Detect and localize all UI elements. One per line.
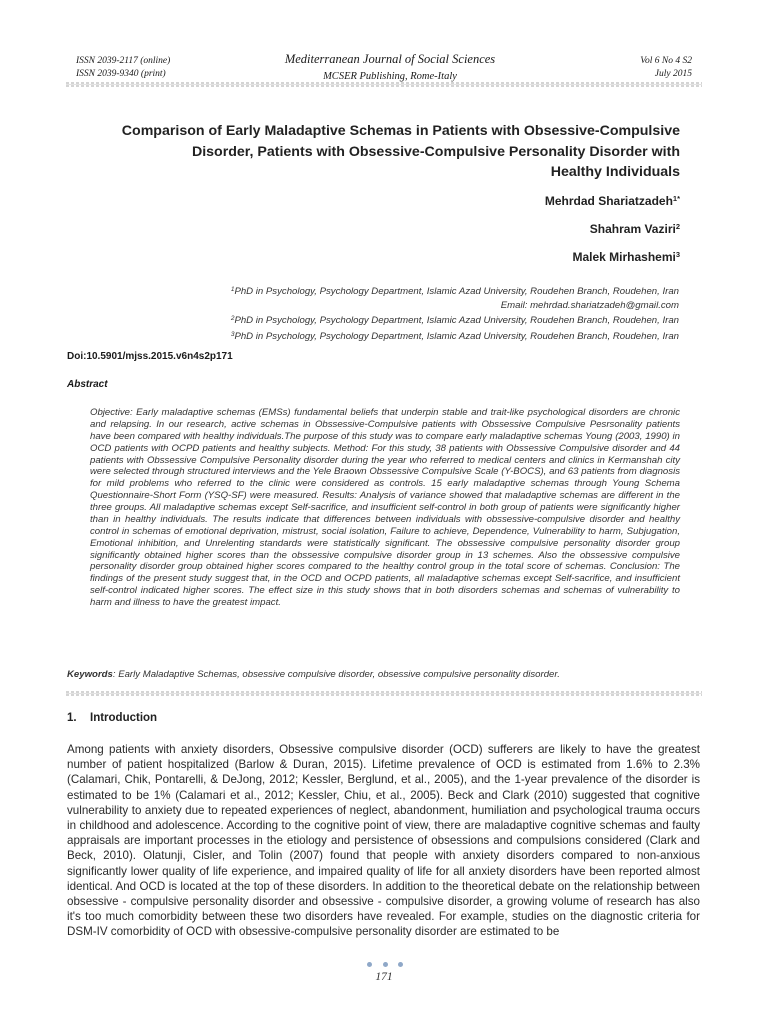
- journal-block: [230, 51, 550, 84]
- section-number: 1.: [67, 712, 77, 724]
- ornament-dot: [383, 962, 388, 967]
- author-name: Mehrdad Shariatzadeh: [544, 194, 673, 208]
- abstract-heading: Abstract: [67, 379, 108, 390]
- author: [545, 194, 680, 208]
- paper-title: [100, 121, 680, 183]
- header-rule: [66, 82, 702, 87]
- page-ornament: [367, 962, 403, 967]
- affiliations: [90, 283, 679, 343]
- keywords: [67, 669, 687, 680]
- affiliation: $^1$PhD in Psychology, Psychology Department, Islamic Azad University, Roudehen Branch, Roudehen, Iran: [230, 286, 679, 297]
- ornament-dot: [367, 962, 372, 967]
- author-sup: 2: [675, 222, 680, 231]
- author: [590, 222, 680, 236]
- abstract-text: Objective: Early maladaptive schemas (EMSs) fundamental beliefs that underpin stable and trait-like psychological disorders are chronic and relapsing. In our research, active schemas in Obssessive-Compulsive patients with Obssessive Compulsive Pesrsonality patients have been compared with healthy individuals.The purpose of this study was to compare early maladaptive schemas Young (2003, 1990) in OCD patients with OCPD patients and healthy subjects. Method: For this study, 38 patients with Obssessive Compulsive disorder and 44 patients with Obssessive Compulsive Personality disorder during the year who referred to medical centers and clinics in Kermanshah city were selected through structured interviews and the Yele Braown Obssessive Compulsive Scale (Y-BOCS), and 63 patients from diagnosis for mild problems who referred to the clinic were considered as controls. 15 early maladaptive schemas through Young Schema Questionnaire-Short Form (YSQ-SF) were measured. Results: Analysis of variance showed that maladaptive schemas are different in the three groups. All maladaptive schemas except Self-sacrifice, and insufficient self-control in both group of patients were significantly higher than in healthy individuals. The results indicate that differences between individuals with obssessive-compulsive disorder and healthy control in schemas of emotional deprivation, mistrust, social isolation, Failure to achieve, Dependence, Vulnerability to harm, Subjugation, Emotional inhibition, and Unrelenting standards were statistically significant. The obssessive compulsive personality disorder group significantly obtained higher scores than the obssessive compulsive disorder group in 13 schemes. Also the obssessive compulsive personality disorder group obtained higher scores compared to the healthy control group in the total score of schemas. Conclusion: The findings of the present study suggest that, in the OCD and OCPD patients, all maladaptive schemas except Self-sacrifice, and insufficient self-control indicated higher scores. The effect size in this study shows that in both disorders schemas and schemas of vulnerability to harm and illness to have the greatest impact.: [90, 407, 680, 608]
- title-line: Healthy Individuals: [550, 164, 680, 180]
- author-sup: 3: [675, 250, 680, 259]
- author-sup: 1*: [672, 194, 680, 203]
- section-title: Introduction: [90, 712, 158, 724]
- affiliation: $^2$PhD in Psychology, Psychology Department, Islamic Azad University, Roudehen Branch, Roudehen, Iran: [230, 315, 679, 326]
- issn-online: ISSN 2039-2117 (online): [76, 56, 171, 66]
- intro-body: [67, 742, 700, 940]
- author: [572, 250, 680, 264]
- keywords-rule: [66, 691, 702, 696]
- affiliation-email: Email: mehrdad.shariatzadeh@gmail.com: [500, 299, 679, 311]
- issue-date: July 2015: [654, 69, 692, 79]
- keywords-text: : Early Maladaptive Schemas, obsessive compulsive disorder, obsessive compulsive personality disorder.: [112, 669, 560, 680]
- section-heading: [67, 712, 157, 724]
- intro-paragraph: Among patients with anxiety disorders, Obsessive compulsive disorder (OCD) sufferers are likely to have the greatest number of patient hospitalized (Barlow & Duran, 2015). Lifetime prevalence of OCD is estimated from 1.6% to 2.3% (Calamari, Chik, Pontarelli, & DeJong, 2012; Kessler, Berglund, et al., 2005), and the 1-year prevalence of the disorder is estimated to be 1% (Calamari et al., 2012; Kessler, Chiu, et al., 2005). Beck and Clark (2010) suggested that cognitive vulnerability to anxiety due to repeated experiences of neglect, abandonment, humiliation and psychological trauma occurs in childhood and adolescence. According to the cognitive point of view, there are maladaptive cognitive schemas and faulty appraisals are important processes in the etiology and persistence of obsessions and compulsions considered (Clark and Beck, 2010). Olatunji, Cisler, and Tolin (2007) found that people with anxiety disorders compared to non-anxious significantly lower quality of life experience, and impaired quality of life for all anxiety disorders have been reported almost identical. And OCD is located at the top of these disorders. In addition to the theoretical debate on the relationship between obsessive - compulsive personality disorder and obsessive - compulsive disorder, a growing volume of research has also it's too much comorbidity between these two disorders have revealed. For example, studies on the diagnostic criteria for DSM-IV comorbidity of OCD with obsessive-compulsive personality disorder are estimated to be: [67, 743, 700, 939]
- doi: Doi:10.5901/mjss.2015.v6n4s2p171: [67, 351, 233, 362]
- journal-name: Mediterranean Journal of Social Sciences: [284, 52, 496, 66]
- author-name: Shahram Vaziri: [589, 222, 676, 236]
- ornament-dot: [398, 962, 403, 967]
- affiliation: $^3$PhD in Psychology, Psychology Department, Islamic Azad University, Roudehen Branch, Roudehen, Iran: [230, 330, 679, 342]
- author-name: Malek Mirhashemi: [572, 250, 676, 264]
- volume-block: [640, 55, 692, 81]
- volume: Vol 6 No 4 S2: [640, 56, 692, 66]
- page-number: 171: [375, 971, 393, 983]
- issn-block: [76, 55, 170, 81]
- title-line: Disorder, Patients with Obsessive-Compulsive Personality Disorder with: [191, 143, 680, 160]
- title-line: Comparison of Early Maladaptive Schemas in Patients with Obsessive-Compulsive: [121, 123, 680, 139]
- keywords-label: Keywords: [67, 669, 113, 680]
- publisher: MCSER Publishing, Rome-Italy: [323, 71, 457, 82]
- issn-print: ISSN 2039-9340 (print): [76, 69, 166, 79]
